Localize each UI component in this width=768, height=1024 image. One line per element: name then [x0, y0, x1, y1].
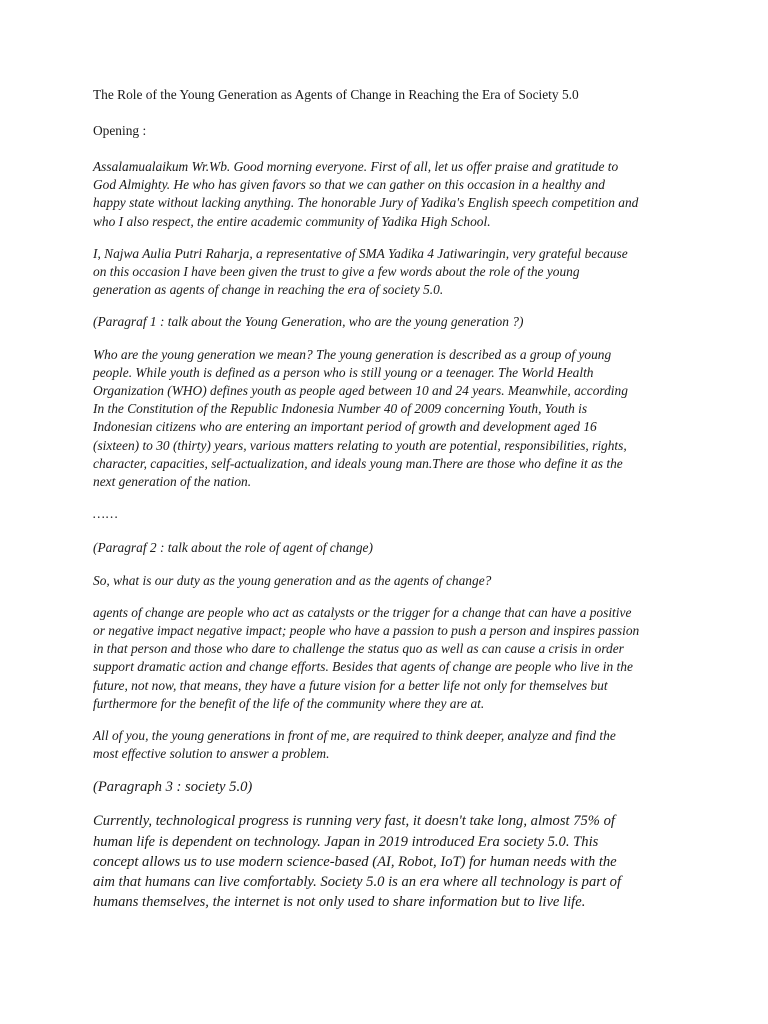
text-line: support dramatic action and change efforts. Besides that agents of change are people who live in the [93, 659, 633, 675]
document-page [93, 86, 683, 913]
society-5-paragraph [93, 811, 683, 912]
document-title: The Role of the Young Generation as Agents of Change in Reaching the Era of Society 5.0 [93, 87, 579, 102]
text-line: human life is dependent on technology. Japan in 2019 introduced Era society 5.0. This [93, 833, 599, 850]
text-line: In the Constitution of the Republic Indonesia Number 40 of 2009 concerning Youth, Youth is [93, 401, 588, 417]
text-line: furthermore for the benefit of the life of the community where they are at. [93, 695, 485, 711]
text-line: people. While youth is defined as a person who is still young or a teenager. The World Health [93, 364, 594, 380]
text-line: I, Najwa Aulia Putri Raharja, a representative of SMA Yadika 4 Jatiwaringin, very grateful because [93, 245, 628, 261]
text-line: Indonesian citizens who are entering an important period of growth and development aged 16 [93, 419, 597, 435]
paragraph-1-heading: (Paragraf 1 : talk about the Young Generation, who are the young generation ?) [93, 314, 524, 330]
agents-of-change-paragraph [93, 604, 683, 713]
introduction-paragraph [93, 245, 683, 300]
text-line: aim that humans can live comfortably. Society 5.0 is an era where all technology is part of [93, 874, 622, 891]
duty-question: So, what is our duty as the young generation and as the agents of change? [93, 572, 492, 588]
text-line: Organization (WHO) defines youth as people aged between 10 and 24 years. Meanwhile, according [93, 383, 628, 399]
paragraph-2-heading: (Paragraf 2 : talk about the role of agent of change) [93, 540, 373, 556]
opening-label: Opening : [93, 123, 147, 138]
text-line: generation as agents of change in reaching the era of society 5.0. [93, 282, 444, 298]
text-line: Assalamualaikum Wr.Wb. Good morning everyone. First of all, let us offer praise and gratitude to [93, 159, 619, 174]
text-line: or negative impact negative impact; people who have a passion to push a person and inspires passion [93, 623, 640, 639]
text-line: All of you, the young generations in front of me, are required to think deeper, analyze and find the [93, 728, 616, 744]
text-line: character, capacities, self-actualization, and ideals young man.There are those who define it as the [93, 455, 623, 471]
text-line: happy state without lacking anything. The honorable Jury of Yadika's English speech competition and [93, 195, 639, 211]
text-line: Currently, technological progress is running very fast, it doesn't take long, almost 75% of [93, 813, 615, 830]
text-line: (sixteen) to 30 (thirty) years, various matters relating to youth are potential, responsibilities, rights, [93, 437, 627, 453]
text-line: concept allows us to use modern science-based (AI, Robot, IoT) for human needs with the [93, 853, 617, 870]
text-line: next generation of the nation. [93, 474, 252, 490]
young-generation-paragraph [93, 346, 683, 492]
text-line: agents of change are people who act as catalysts or the trigger for a change that can have a positive [93, 604, 632, 620]
text-line: in that person and those who dare to challenge the status quo as well as can cause a crisis in order [93, 641, 624, 657]
text-line: most effective solution to answer a problem. [93, 746, 330, 762]
text-line: future, not now, that means, they have a future vision for a better life not only for themselves but [93, 677, 608, 693]
text-line: Who are the young generation we mean? The young generation is described as a group of young [93, 346, 612, 362]
text-line: who I also respect, the entire academic community of Yadika High School. [93, 213, 491, 229]
text-line: humans themselves, the internet is not only used to share information but to live life. [93, 894, 586, 911]
text-line: on this occasion I have been given the trust to give a few words about the role of the young [93, 264, 580, 280]
call-to-think-paragraph [93, 727, 683, 763]
paragraph-3-heading: (Paragraph 3 : society 5.0) [93, 779, 253, 796]
text-line: God Almighty. He who has given favors so that we can gather on this occasion in a healthy and [93, 177, 605, 193]
ellipsis-separator: …… [93, 506, 119, 522]
greeting-paragraph [93, 158, 683, 231]
